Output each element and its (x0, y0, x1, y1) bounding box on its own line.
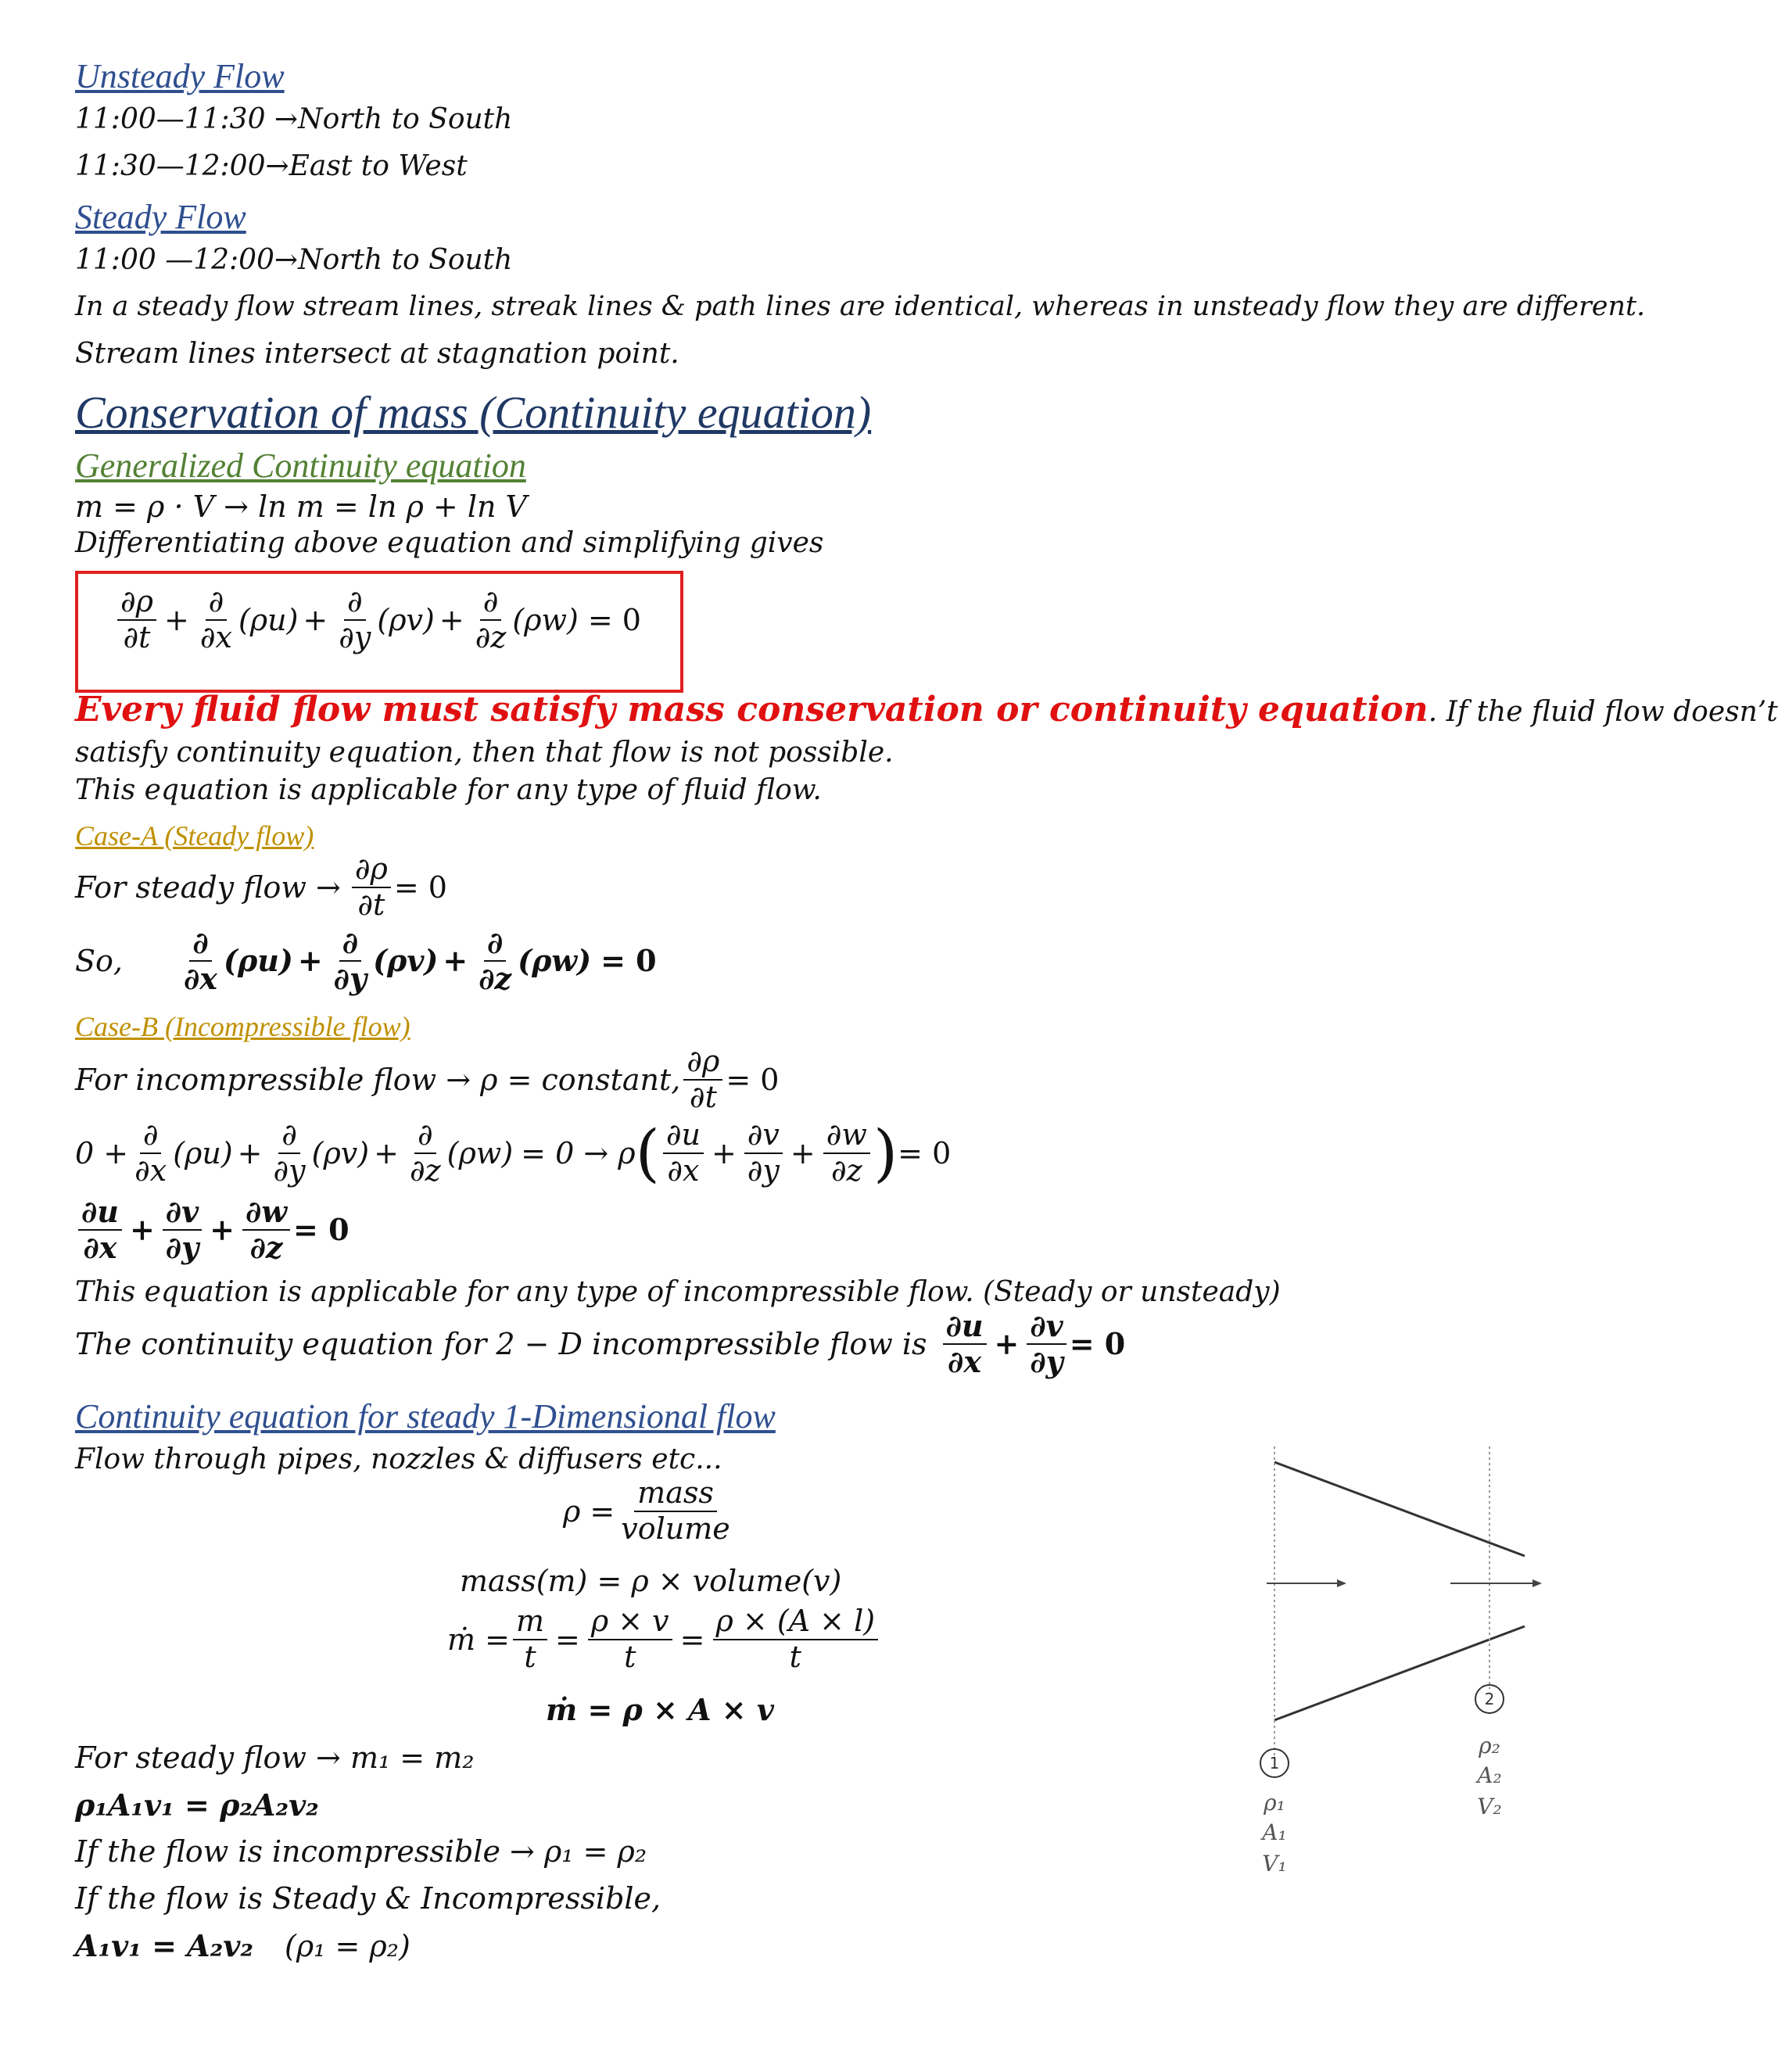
incompressible-density: If the flow is incompressible → ρ₁ = ρ₂ (75, 1834, 647, 1869)
generalized-continuity-heading: Generalized Continuity equation (75, 446, 526, 485)
section-2-label: 2 (1484, 1690, 1495, 1708)
nozzle-diagram (1235, 1446, 1548, 1900)
continuity-equation: $\frac{\partial\rho}{\partial t}$ + $\frac{\partial}{\partial x}$ (ρu) + $\frac{\partial}{\partial y}$ (ρv) + $\frac{\partial}{\partial z}$ (ρw) = 0 (114, 585, 641, 654)
steady-line-3: Stream lines intersect at stagnation point. (75, 338, 679, 370)
unsteady-line-2: 11:30—12:00→East to West (75, 150, 468, 182)
nozzle-upper-wall (1274, 1462, 1525, 1556)
mass-flow-rate: ṁ = ρ × A × v (546, 1692, 774, 1727)
v2-label: V₂ (1477, 1794, 1502, 1819)
mass-flow-derivation: ṁ = $\frac{m}{t}$ = $\frac{\rho \times v}{t}$ = $\frac{\rho \times (A \times l)}{t}$ (447, 1604, 881, 1674)
steady-line-2: In a steady flow stream lines, streak lines & path lines are identical, whereas in unsteady flow they are different. (75, 291, 1646, 322)
steady-condition: For steady flow → $\frac{\partial\rho}{\partial t}$ = 0 (75, 851, 447, 922)
differentiating-text: Differentiating above equation and simplifying gives (75, 527, 824, 559)
incompressible-expansion: 0 + $\frac{\partial}{\partial x}$ (ρu) + $\frac{\partial}{\partial y}$ (ρv) + $\frac{\partial}{\partial z}$ (ρw) = 0 → ρ ( $\frac{\partial u}{\partial x}$ + $\frac{\partial v}{\partial y}$ + $\frac{\partial w}{\partial z}$ ) = 0 (75, 1116, 952, 1189)
steady-incompressible-text: If the flow is Steady & Incompressible, (75, 1881, 661, 1916)
density-definition: ρ = $\frac{\text{mass}}{\text{volume}}$ (563, 1475, 730, 1546)
a2-label: A₂ (1477, 1762, 1502, 1788)
incompressible-condition: For incompressible flow → ρ = constant, $\frac{\partial\rho}{\partial t}$ = 0 (75, 1044, 780, 1114)
2d-continuity: The continuity equation for 2 − D incompressible flow is $\frac{\partial u}{\partial x}$ + $\frac{\partial v}{\partial y}$ = 0 (75, 1308, 1126, 1379)
case-b-heading: Case-B (Incompressible flow) (75, 1011, 410, 1042)
unsteady-heading: Unsteady Flow (75, 57, 285, 95)
v1-label: V₁ (1262, 1851, 1287, 1877)
red-statement-line (75, 690, 1778, 730)
red-statement-tail: . If the fluid flow doesn’t (1428, 696, 1778, 728)
steady-mass-equality: For steady flow → m₁ = m₂ (75, 1740, 475, 1775)
mass-log-equation: m = ρ · V → ln m = ln ρ + ln V (75, 489, 527, 524)
rho1-label: ρ₁ (1264, 1790, 1285, 1816)
red-statement: Every fluid flow must satisfy mass conservation or continuity equation (75, 690, 1428, 730)
pipes-text: Flow through pipes, nozzles & diffusers etc... (75, 1443, 722, 1475)
applicable-text: This equation is applicable for any type of fluid flow. (75, 774, 822, 806)
a1-label: A₁ (1262, 1819, 1287, 1845)
incompressible-continuity-equation: $\frac{\partial u}{\partial x}$ + $\frac{\partial v}{\partial y}$ + $\frac{\partial w}{\partial z}$ = 0 (75, 1195, 350, 1264)
area-velocity-equation: A₁v₁ = A₂v₂ (ρ₁ = ρ₂) (75, 1928, 410, 1963)
rho-a-v-equation: ρ₁A₁v₁ = ρ₂A₂v₂ (75, 1787, 319, 1823)
incompressible-applicable-text: This equation is applicable for any type of incompressible flow. (Steady or unsteady) (75, 1276, 1281, 1308)
unsteady-line-1: 11:00—11:30 →North to South (75, 103, 513, 135)
rho2-label: ρ₂ (1479, 1733, 1500, 1758)
conservation-heading: Conservation of mass (Continuity equation) (75, 387, 872, 438)
section-1-label: 1 (1269, 1754, 1280, 1773)
case-a-heading: Case-A (Steady flow) (75, 820, 314, 851)
satisfy-text: satisfy continuity equation, then that flow is not possible. (75, 737, 894, 769)
steady-heading: Steady Flow (75, 198, 246, 236)
one-d-heading: Continuity equation for steady 1-Dimensional flow (75, 1397, 776, 1436)
steady-line-1: 11:00 —12:00→North to South (75, 244, 513, 276)
mass-volume-equation: mass(m) = ρ × volume(v) (460, 1564, 842, 1598)
steady-continuity-equation: So, $\frac{\partial}{\partial x}$ (ρu) + $\frac{\partial}{\partial y}$ (ρv) + $\frac{\partial}{\partial z}$ (ρw) = 0 (75, 925, 657, 996)
